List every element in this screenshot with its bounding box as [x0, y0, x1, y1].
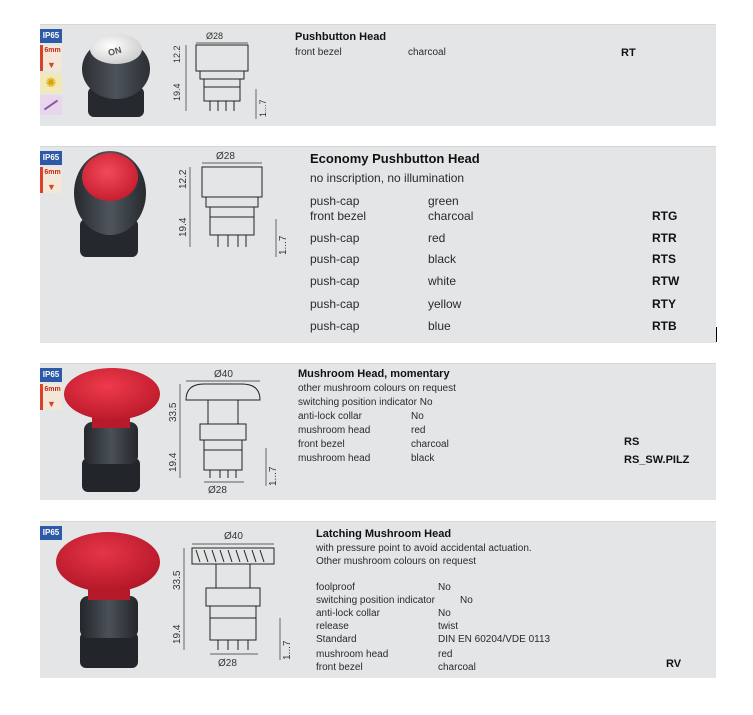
ip-rating-badge: IP65 — [40, 29, 62, 43]
dimension-drawing — [166, 29, 286, 123]
feature-badges — [40, 151, 62, 193]
product-photo — [66, 149, 154, 261]
product-title: Latching Mushroom Head — [316, 528, 452, 540]
feature-badges — [40, 368, 62, 410]
order-code: RTB — [652, 319, 677, 333]
product-title: Pushbutton Head — [295, 31, 387, 43]
svg-text:Ø28: Ø28 — [206, 31, 224, 41]
order-code: RTW — [652, 274, 680, 288]
svg-text:19.4: 19.4 — [172, 83, 182, 101]
svg-text:1...7: 1...7 — [282, 640, 293, 660]
stroke-6mm-badge: 6mm ▼ — [40, 384, 62, 410]
product-note: with pressure point to avoid accidental actuation. — [316, 543, 532, 554]
svg-text:19.4: 19.4 — [178, 217, 189, 237]
product-note: Other mushroom colours on request — [316, 556, 477, 567]
product-panel-latching-mushroom-head: IP65 Ø40 Ø28 33.5 19.4 1...7 Latching Mushroom Head with pressure point to avoid accidental actuation. Other mushroom colours on request foolproof No switching position indicator No anti-lock collar No release twist Standard DIN EN 60204/VDE 0113 mushroom head red front bezel charcoal RV — [40, 521, 716, 678]
ip-rating-badge: IP65 — [40, 368, 62, 382]
ip-rating-badge: IP65 — [40, 151, 62, 165]
order-code: RS_SW.PILZ — [624, 454, 690, 466]
pen-icon — [40, 95, 62, 115]
svg-text:33.5: 33.5 — [168, 402, 179, 422]
product-panel-economy-pushbutton-head: IP65 6mm ▼ Ø28 12.2 19.4 1...7 Economy Pushbutton Head no inscription, no illumination push-cap green front bezel charcoal RTG push-cap red RTR push-cap black RTS push-cap white RTW push-cap yellow RTY push-cap blue RTB — [40, 146, 716, 343]
dimension-drawing — [164, 366, 294, 498]
order-code: RTG — [652, 209, 678, 223]
svg-text:19.4: 19.4 — [172, 624, 183, 644]
svg-text:Ø40: Ø40 — [214, 369, 233, 380]
text-cursor — [716, 327, 717, 342]
svg-text:33.5: 33.5 — [172, 570, 183, 590]
stroke-6mm-badge: 6mm ▼ — [40, 167, 62, 193]
product-photo — [70, 29, 162, 121]
product-photo — [54, 532, 162, 672]
order-code: RTR — [652, 231, 677, 245]
svg-text:Ø28: Ø28 — [208, 485, 227, 496]
bulb-icon: ✺ — [40, 73, 62, 93]
svg-text:19.4: 19.4 — [168, 452, 179, 472]
svg-text:Ø28: Ø28 — [218, 658, 237, 669]
dimension-drawing — [176, 149, 296, 265]
product-title: Economy Pushbutton Head — [310, 151, 480, 166]
product-photo — [62, 366, 164, 496]
order-code: RS — [624, 436, 640, 448]
svg-text:Ø40: Ø40 — [224, 531, 243, 542]
svg-text:1...7: 1...7 — [278, 235, 289, 255]
feature-badges — [40, 29, 62, 115]
order-code: RT — [621, 47, 636, 59]
product-note: no inscription, no illumination — [310, 171, 465, 185]
product-note: switching position indicator No — [298, 397, 433, 408]
product-note: other mushroom colours on request — [298, 383, 456, 394]
order-code: RTS — [652, 252, 676, 266]
stroke-6mm-badge: 6mm ▼ — [40, 45, 62, 71]
svg-text:1...7: 1...7 — [268, 466, 279, 486]
product-panel-mushroom-head-momentary: IP65 6mm ▼ Ø40 Ø28 33.5 19.4 1...7 Mushroom Head, momentary other mushroom colours on request switching position indicator No anti-lock collar No mushroom head red front bezel charcoal RS mushroom head black RS_SW.PILZ — [40, 363, 716, 500]
order-code: RTY — [652, 297, 676, 311]
svg-text:12.2: 12.2 — [178, 169, 189, 189]
order-code: RV — [666, 658, 682, 670]
dimension-drawing — [162, 528, 312, 674]
cap-inscription: ON — [106, 44, 123, 58]
svg-text:1...7: 1...7 — [258, 99, 268, 117]
product-panel-pushbutton-head: IP65 6mm ▼ ✺ ON Ø28 12.2 19.4 1...7 Pushbutton Head front bezel charcoal RT — [40, 24, 716, 126]
product-title: Mushroom Head, momentary — [298, 368, 450, 380]
svg-text:Ø28: Ø28 — [216, 151, 235, 162]
ip-rating-badge: IP65 — [40, 526, 62, 540]
svg-text:12.2: 12.2 — [172, 45, 182, 63]
